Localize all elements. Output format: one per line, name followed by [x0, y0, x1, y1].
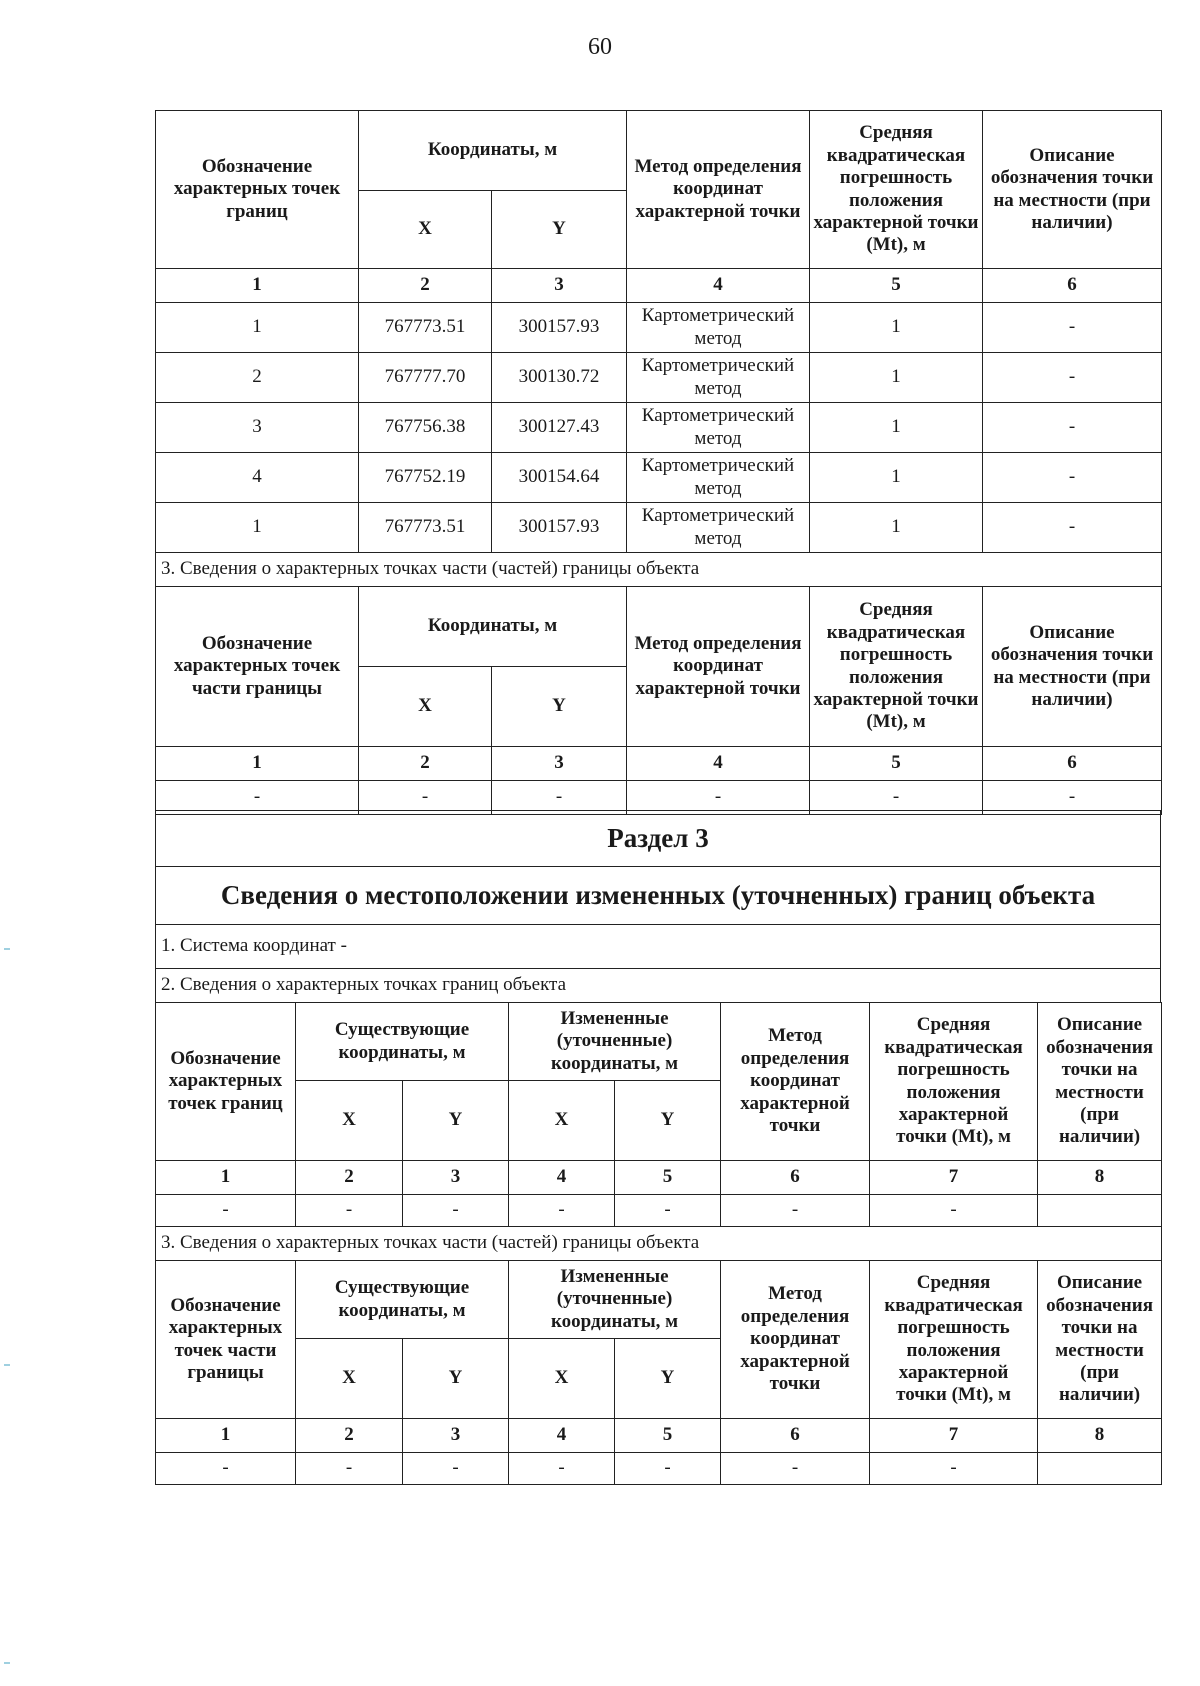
part-column-numbers-row [156, 1419, 1162, 1453]
scan-mark [4, 948, 10, 950]
table-row [156, 503, 1162, 553]
part-points-title: 3. Сведения о характерных точках части (частей) границы объекта [156, 553, 1162, 587]
header-x: X [359, 191, 492, 269]
column-number: 2 [359, 269, 492, 303]
empty-cell [1038, 1195, 1162, 1227]
part-header-designation: Обозначение характерных точек части границы [156, 1261, 296, 1419]
point-number: 1 [156, 303, 359, 353]
column-number: 2 [296, 1161, 403, 1195]
header-x: X [296, 1081, 403, 1161]
point-number: 1 [156, 503, 359, 553]
section-subtitle: Сведения о местоположении измененных (уточненных) границ объекта [156, 867, 1161, 925]
column-number: 6 [721, 1419, 870, 1453]
method-cell: Картометрический метод [627, 353, 810, 403]
empty-cell: - [156, 1195, 296, 1227]
point-number: 4 [156, 453, 359, 503]
column-numbers-row [156, 269, 1162, 303]
section-title: Раздел 3 [156, 811, 1161, 867]
error-cell: 1 [810, 303, 983, 353]
header-description: Описание обозначения точки на местности (при наличии) [983, 111, 1162, 269]
part-header-method: Метод определения координат характерной точки [721, 1261, 870, 1419]
header-method: Метод определения координат характерной точки [627, 111, 810, 269]
empty-cell: - [509, 1195, 615, 1227]
header-changed-coordinates: Измененные (уточненные) координаты, м [509, 1003, 721, 1081]
table-row [156, 453, 1162, 503]
header-y: Y [492, 191, 627, 269]
method-cell: Картометрический метод [627, 503, 810, 553]
method-cell: Картометрический метод [627, 403, 810, 453]
description-cell: - [983, 503, 1162, 553]
column-number: 5 [810, 747, 983, 781]
header-error: Средняя квадратическая погрешность положения характерной точки (Mt), м [870, 1003, 1038, 1161]
header-coordinates: Координаты, м [359, 111, 627, 191]
part-header-description: Описание обозначения точки на местности (при наличии) [1038, 1261, 1162, 1419]
section3-header [155, 810, 1161, 1003]
coord-x: 767752.19 [359, 453, 492, 503]
part-header-y: Y [492, 667, 627, 747]
description-cell: - [983, 353, 1162, 403]
empty-cell: - [359, 781, 492, 815]
header-y: Y [403, 1081, 509, 1161]
empty-cell: - [615, 1453, 721, 1485]
header-x: X [509, 1081, 615, 1161]
coord-y: 300130.72 [492, 353, 627, 403]
part-header-changed-coordinates: Измененные (уточненные) координаты, м [509, 1261, 721, 1339]
coord-y: 300154.64 [492, 453, 627, 503]
column-number: 6 [983, 747, 1162, 781]
empty-cell: - [403, 1195, 509, 1227]
error-cell: 1 [810, 353, 983, 403]
part-header-existing-coordinates: Существующие координаты, м [296, 1261, 509, 1339]
coord-x: 767773.51 [359, 303, 492, 353]
part-header-x: X [509, 1339, 615, 1419]
column-number: 5 [615, 1419, 721, 1453]
table-row [156, 353, 1162, 403]
scan-mark [4, 1364, 10, 1366]
header-designation: Обозначение характерных точек границ [156, 111, 359, 269]
column-number: 7 [870, 1419, 1038, 1453]
point-number: 3 [156, 403, 359, 453]
column-numbers-row [156, 1161, 1162, 1195]
description-cell: - [983, 303, 1162, 353]
table-row [156, 1453, 1162, 1485]
table-row [156, 303, 1162, 353]
description-cell: - [983, 403, 1162, 453]
part-header-error: Средняя квадратическая погрешность положения характерной точки (Mt), м [870, 1261, 1038, 1419]
table-row [156, 1195, 1162, 1227]
header-description: Описание обозначения точки на местности (при наличии) [1038, 1003, 1162, 1161]
column-number: 1 [156, 1161, 296, 1195]
column-number: 2 [296, 1419, 403, 1453]
part-header-description: Описание обозначения точки на местности (при наличии) [983, 587, 1162, 747]
part-header-x: X [359, 667, 492, 747]
column-number: 4 [627, 747, 810, 781]
header-method: Метод определения координат характерной точки [721, 1003, 870, 1161]
method-cell: Картометрический метод [627, 453, 810, 503]
empty-cell: - [721, 1195, 870, 1227]
header-designation: Обозначение характерных точек границ [156, 1003, 296, 1161]
error-cell: 1 [810, 453, 983, 503]
empty-cell: - [983, 781, 1162, 815]
column-number: 4 [627, 269, 810, 303]
empty-cell: - [492, 781, 627, 815]
column-number: 1 [156, 747, 359, 781]
empty-cell: - [403, 1453, 509, 1485]
empty-cell: - [870, 1453, 1038, 1485]
column-number: 3 [403, 1161, 509, 1195]
table-row [156, 403, 1162, 453]
part-header-y: Y [615, 1339, 721, 1419]
coord-x: 767756.38 [359, 403, 492, 453]
part-header-error: Средняя квадратическая погрешность положения характерной точки (Mt), м [810, 587, 983, 747]
column-number: 1 [156, 269, 359, 303]
empty-cell: - [296, 1453, 403, 1485]
column-number: 8 [1038, 1161, 1162, 1195]
coord-y: 300157.93 [492, 503, 627, 553]
coord-x: 767777.70 [359, 353, 492, 403]
column-number: 6 [721, 1161, 870, 1195]
points-title: 2. Сведения о характерных точках границ объекта [156, 969, 1161, 1003]
empty-cell: - [156, 781, 359, 815]
scan-mark [4, 1662, 10, 1664]
empty-cell: - [509, 1453, 615, 1485]
part-column-numbers-row [156, 747, 1162, 781]
empty-cell [1038, 1453, 1162, 1485]
part-header-coordinates: Координаты, м [359, 587, 627, 667]
header-error: Средняя квадратическая погрешность положения характерной точки (Mt), м [810, 111, 983, 269]
error-cell: 1 [810, 503, 983, 553]
header-existing-coordinates: Существующие координаты, м [296, 1003, 509, 1081]
part-header-method: Метод определения координат характерной точки [627, 587, 810, 747]
description-cell: - [983, 453, 1162, 503]
empty-cell: - [627, 781, 810, 815]
coord-x: 767773.51 [359, 503, 492, 553]
part-points-title: 3. Сведения о характерных точках части (частей) границы объекта [156, 1227, 1162, 1261]
empty-cell: - [810, 781, 983, 815]
column-number: 4 [509, 1161, 615, 1195]
column-number: 3 [492, 269, 627, 303]
empty-cell: - [615, 1195, 721, 1227]
part-header-y: Y [403, 1339, 509, 1419]
empty-cell: - [870, 1195, 1038, 1227]
changed-points-table [155, 1002, 1162, 1485]
column-number: 7 [870, 1161, 1038, 1195]
column-number: 4 [509, 1419, 615, 1453]
column-number: 5 [615, 1161, 721, 1195]
empty-cell: - [156, 1453, 296, 1485]
empty-cell: - [296, 1195, 403, 1227]
coord-y: 300127.43 [492, 403, 627, 453]
coordinate-system: 1. Система координат - [156, 925, 1161, 969]
column-number: 2 [359, 747, 492, 781]
column-number: 3 [403, 1419, 509, 1453]
point-number: 2 [156, 353, 359, 403]
coord-y: 300157.93 [492, 303, 627, 353]
page-number: 60 [588, 34, 612, 60]
method-cell: Картометрический метод [627, 303, 810, 353]
column-number: 3 [492, 747, 627, 781]
part-header-designation: Обозначение характерных точек части границы [156, 587, 359, 747]
column-number: 5 [810, 269, 983, 303]
part-header-x: X [296, 1339, 403, 1419]
column-number: 6 [983, 269, 1162, 303]
column-number: 8 [1038, 1419, 1162, 1453]
column-number: 1 [156, 1419, 296, 1453]
empty-cell: - [721, 1453, 870, 1485]
error-cell: 1 [810, 403, 983, 453]
header-y: Y [615, 1081, 721, 1161]
boundary-points-table [155, 110, 1162, 815]
